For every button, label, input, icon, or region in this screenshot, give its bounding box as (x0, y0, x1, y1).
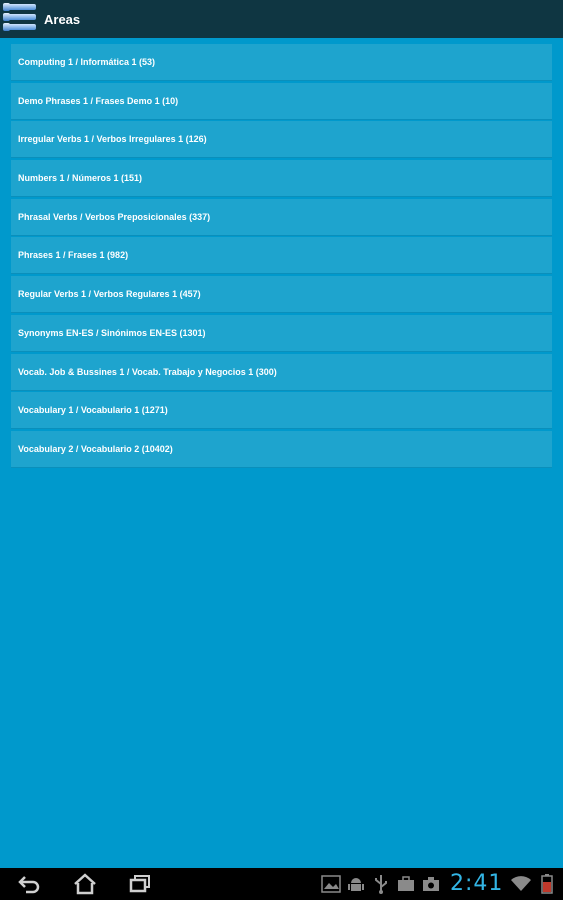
recent-apps-icon[interactable] (120, 870, 160, 898)
areas-list (11, 44, 552, 470)
home-icon[interactable] (65, 870, 105, 898)
action-bar (0, 0, 563, 38)
camera-icon (420, 872, 442, 896)
clock: 2:41 (450, 871, 504, 896)
list-item-regular-verbs[interactable]: Regular Verbs 1 / Verbos Regulares 1 (457) (11, 276, 552, 313)
page-title: Areas (44, 11, 81, 27)
wifi-icon (510, 872, 532, 896)
list-item-vocab-job[interactable]: Vocab. Job & Bussines 1 / Vocab. Trabajo y Negocios 1 (300) (11, 354, 552, 391)
gallery-icon (320, 872, 342, 896)
battery-icon (536, 872, 558, 896)
briefcase-icon (395, 872, 417, 896)
list-item-phrasal-verbs[interactable]: Phrasal Verbs / Verbos Preposicionales (337) (11, 199, 552, 236)
list-item-demo-phrases[interactable]: Demo Phrases 1 / Frases Demo 1 (10) (11, 83, 552, 120)
list-item-irregular-verbs[interactable]: Irregular Verbs 1 / Verbos Irregulares 1 (126) (11, 121, 552, 158)
list-item-phrases[interactable]: Phrases 1 / Frases 1 (982) (11, 237, 552, 274)
list-item-vocabulary-2[interactable]: Vocabulary 2 / Vocabulario 2 (10402) (11, 431, 552, 468)
system-bar (0, 868, 563, 900)
list-item-vocabulary-1[interactable]: Vocabulary 1 / Vocabulario 1 (1271) (11, 392, 552, 429)
list-item-numbers[interactable]: Numbers 1 / Números 1 (151) (11, 160, 552, 197)
usb-icon (370, 872, 392, 896)
back-icon[interactable] (10, 870, 50, 898)
list-item-synonyms[interactable]: Synonyms EN-ES / Sinónimos EN-ES (1301) (11, 315, 552, 352)
android-icon (345, 872, 367, 896)
list-app-icon[interactable] (4, 0, 40, 38)
list-item-computing[interactable]: Computing 1 / Informática 1 (53) (11, 44, 552, 81)
